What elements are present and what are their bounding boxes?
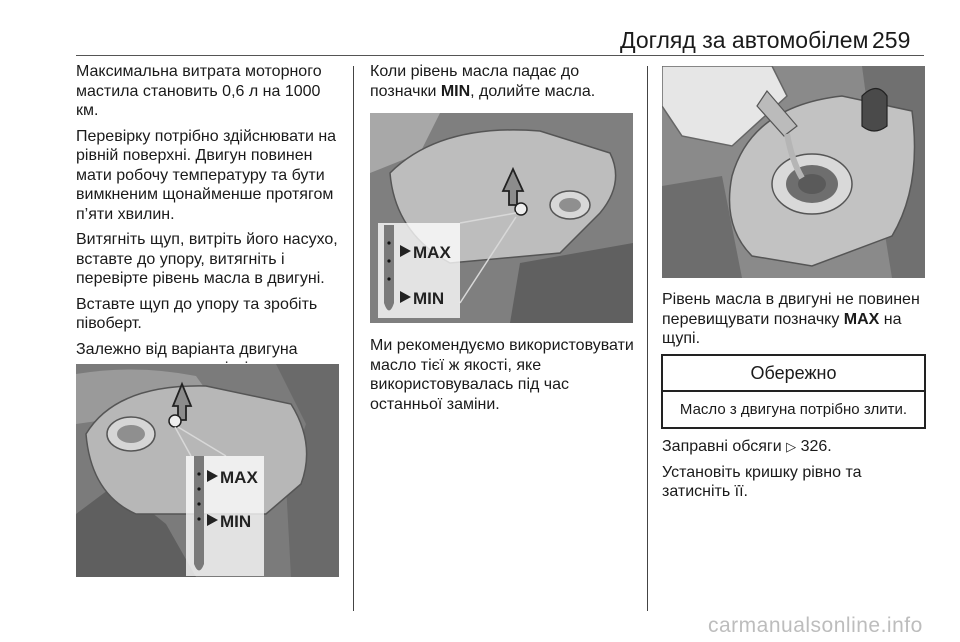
section-title: Догляд за автомобілем	[620, 27, 869, 53]
text-column-2	[370, 62, 640, 107]
caution-text: Масло з двигуна потрібно злити.	[679, 401, 908, 418]
max-mark-label: MAX	[220, 468, 258, 487]
paragraph: Вставте щуп до упору та зробіть півоберт.	[76, 295, 318, 332]
engine-dipstick-illustration	[76, 364, 339, 577]
header-divider	[76, 55, 924, 56]
max-mark-text: MAX	[843, 310, 880, 328]
paragraph: Перевірку потрібно здійснювати на рівній поверхні. Двигун повинен мати робочу температуру та бути вимкненим щонайменше протягом п’яти хвилин.	[76, 127, 337, 223]
oil-filling-illustration	[662, 66, 925, 278]
text-column-1	[76, 62, 346, 385]
min-mark-label: MIN	[413, 289, 445, 308]
caution-box	[661, 354, 926, 429]
paragraph: Витягніть щуп, витріть його насухо, вставте до упору, витягніть і перевірте рівень масла в двигуні.	[76, 231, 338, 287]
paragraph: Установіть кришку рівно та затисніть її.	[662, 463, 862, 500]
engine-dipstick-illustration-2	[370, 113, 633, 323]
paragraph: Коли рівень масла падає до позначки MIN, долийте масла.	[370, 63, 596, 100]
column-divider	[647, 66, 648, 611]
paragraph: Максимальна витрата моторного мастила становить 0,6 л на 1000 км.	[76, 63, 322, 119]
caution-heading: Обережно	[663, 356, 924, 392]
min-mark-text: MIN	[440, 82, 471, 100]
text-column-2-lower	[370, 336, 640, 420]
text-column-3-lower	[662, 437, 927, 508]
page-number: 259	[872, 27, 911, 53]
column-divider	[353, 66, 354, 611]
page-reference-icon: ▷	[786, 439, 797, 454]
paragraph: Заправні обсяги ▷ 326.	[662, 438, 832, 455]
max-mark-label: MAX	[413, 243, 451, 262]
paragraph: Рівень масла в двигуні не повинен перевищувати позначку MAX на щупі.	[662, 291, 920, 347]
page-reference-link[interactable]: 326	[800, 438, 828, 455]
min-mark-label: MIN	[220, 512, 252, 531]
text-column-3	[662, 290, 927, 355]
watermark: carmanualsonline.info	[708, 614, 923, 637]
paragraph: Ми рекомендуємо використовувати масло тієї ж якості, яке використовувалась під час останньої заміни.	[370, 337, 634, 413]
paragraph: Залежно від варіанта двигуна	[76, 340, 298, 358]
